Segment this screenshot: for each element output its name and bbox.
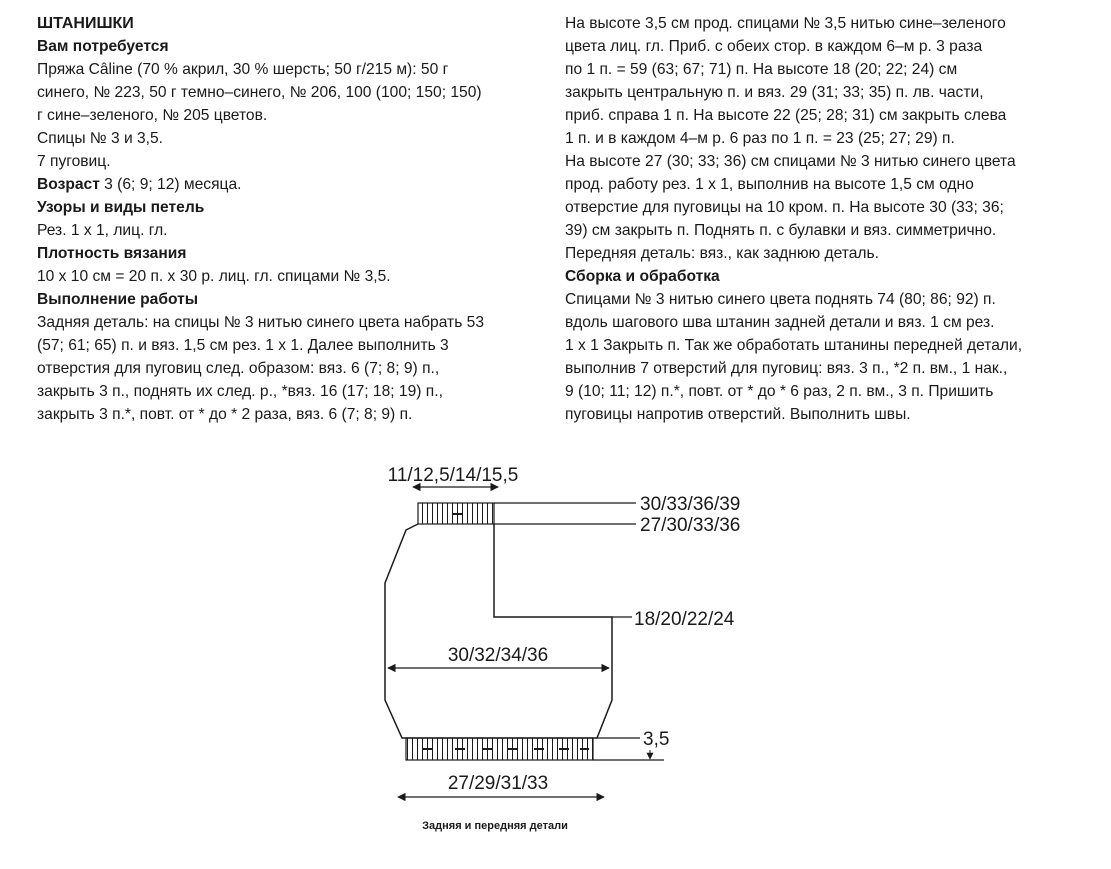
assembly-heading: Сборка и обработка <box>565 268 720 285</box>
instruction-line: Передняя деталь: вяз., как заднюю деталь. <box>565 245 879 262</box>
materials-heading: Вам потребуется <box>37 38 169 55</box>
height-crotch-label: 18/20/22/24 <box>634 609 735 630</box>
instruction-line: закрыть центральную п. и вяз. 29 (31; 33; 35) п. лв. части, <box>565 84 984 101</box>
instruction-line: 39) см закрыть п. Поднять п. с булавки и вяз. симметрично. <box>565 222 997 239</box>
materials-line: г сине–зеленого, № 205 цветов. <box>37 107 268 124</box>
assembly-line: выполнив 7 отверстий для пуговиц: вяз. 3 п., *2 п. вм., 1 нак., <box>565 360 1008 377</box>
instruction-line: приб. справа 1 п. На высоте 22 (25; 28; 31) см закрыть слева <box>565 107 1007 124</box>
materials-line: 7 пуговиц. <box>37 153 111 170</box>
patterns-text: Рез. 1 х 1, лиц. гл. <box>37 222 168 239</box>
mid-width-label: 30/32/34/36 <box>447 645 549 666</box>
work-heading: Выполнение работы <box>37 291 199 308</box>
instruction-line: цвета лиц. гл. Приб. с обеих стор. в каждом 6–м р. 3 раза <box>565 38 983 55</box>
rib-height-label: 3,5 <box>643 729 670 750</box>
patterns-heading: Узоры и виды петель <box>37 199 205 216</box>
gauge-text: 10 х 10 см = 20 п. х 30 р. лиц. гл. спицами № 3,5. <box>37 268 391 285</box>
work-line: Задняя деталь: на спицы № 3 нитью синего цвета набрать 53 <box>37 314 484 331</box>
bottom-width-label: 27/29/31/33 <box>447 773 549 794</box>
materials-line: Пряжа Câline (70 % акрил, 30 % шерсть; 50 г/215 м): 50 г <box>37 61 449 78</box>
work-line: (57; 61; 65) п. и вяз. 1,5 см рез. 1 х 1. Далее выполнить 3 <box>37 337 449 354</box>
article-title: ШТАНИШКИ <box>37 15 134 32</box>
top-width-label: 11/12,5/14/15,5 <box>387 465 519 486</box>
work-line: отверстия для пуговиц след. образом: вяз. 6 (7; 8; 9) п., <box>37 360 440 377</box>
height-rib-label: 27/30/33/36 <box>640 515 741 536</box>
height-total-label: 30/33/36/39 <box>640 494 741 515</box>
work-line: закрыть 3 п., поднять их след. р., *вяз. 16 (17; 18; 19) п., <box>37 383 443 400</box>
instruction-line: прод. работу рез. 1 х 1, выполнив на высоте 1,5 см одно <box>565 176 974 193</box>
assembly-line: 9 (10; 11; 12) п.*, повт. от * до * 6 раз, 2 п. вм., 3 п. Пришить <box>565 383 994 400</box>
assembly-line: 1 х 1 Закрыть п. Так же обработать штанины передней детали, <box>565 337 1023 354</box>
gauge-heading: Плотность вязания <box>37 245 187 262</box>
instruction-line: На высоте 3,5 см прод. спицами № 3,5 нитью сине–зеленого <box>565 15 1006 32</box>
work-line: закрыть 3 п.*, повт. от * до * 2 раза, вяз. 6 (7; 8; 9) п. <box>37 406 413 423</box>
assembly-line: Спицами № 3 нитью синего цвета поднять 74 (80; 86; 92) п. <box>565 291 996 308</box>
instruction-line: по 1 п. = 59 (63; 67; 71) п. На высоте 18 (20; 22; 24) см <box>565 61 958 78</box>
age-label: Возраст <box>37 176 100 193</box>
age-value: 3 (6; 9; 12) месяца. <box>99 176 242 193</box>
materials-line: синего, № 223, 50 г темно–синего, № 206, 100 (100; 150; 150) <box>37 84 482 101</box>
materials-line: Спицы № 3 и 3,5. <box>37 130 164 147</box>
pants-outline <box>385 524 612 738</box>
diagram-caption: Задняя и передняя детали <box>422 820 568 832</box>
assembly-line: пуговицы напротив отверстий. Выполнить швы. <box>565 406 911 423</box>
assembly-line: вдоль шагового шва штанин задней детали и вяз. 1 см рез. <box>565 314 995 331</box>
instruction-line: 1 п. и в каждом 4–м р. 6 раз по 1 п. = 23 (25; 27; 29) п. <box>565 130 955 147</box>
instruction-line: отверстие для пуговицы на 10 кром. п. На высоте 30 (33; 36; <box>565 199 1004 216</box>
instruction-line: На высоте 27 (30; 33; 36) см спицами № 3 нитью синего цвета <box>565 153 1016 170</box>
